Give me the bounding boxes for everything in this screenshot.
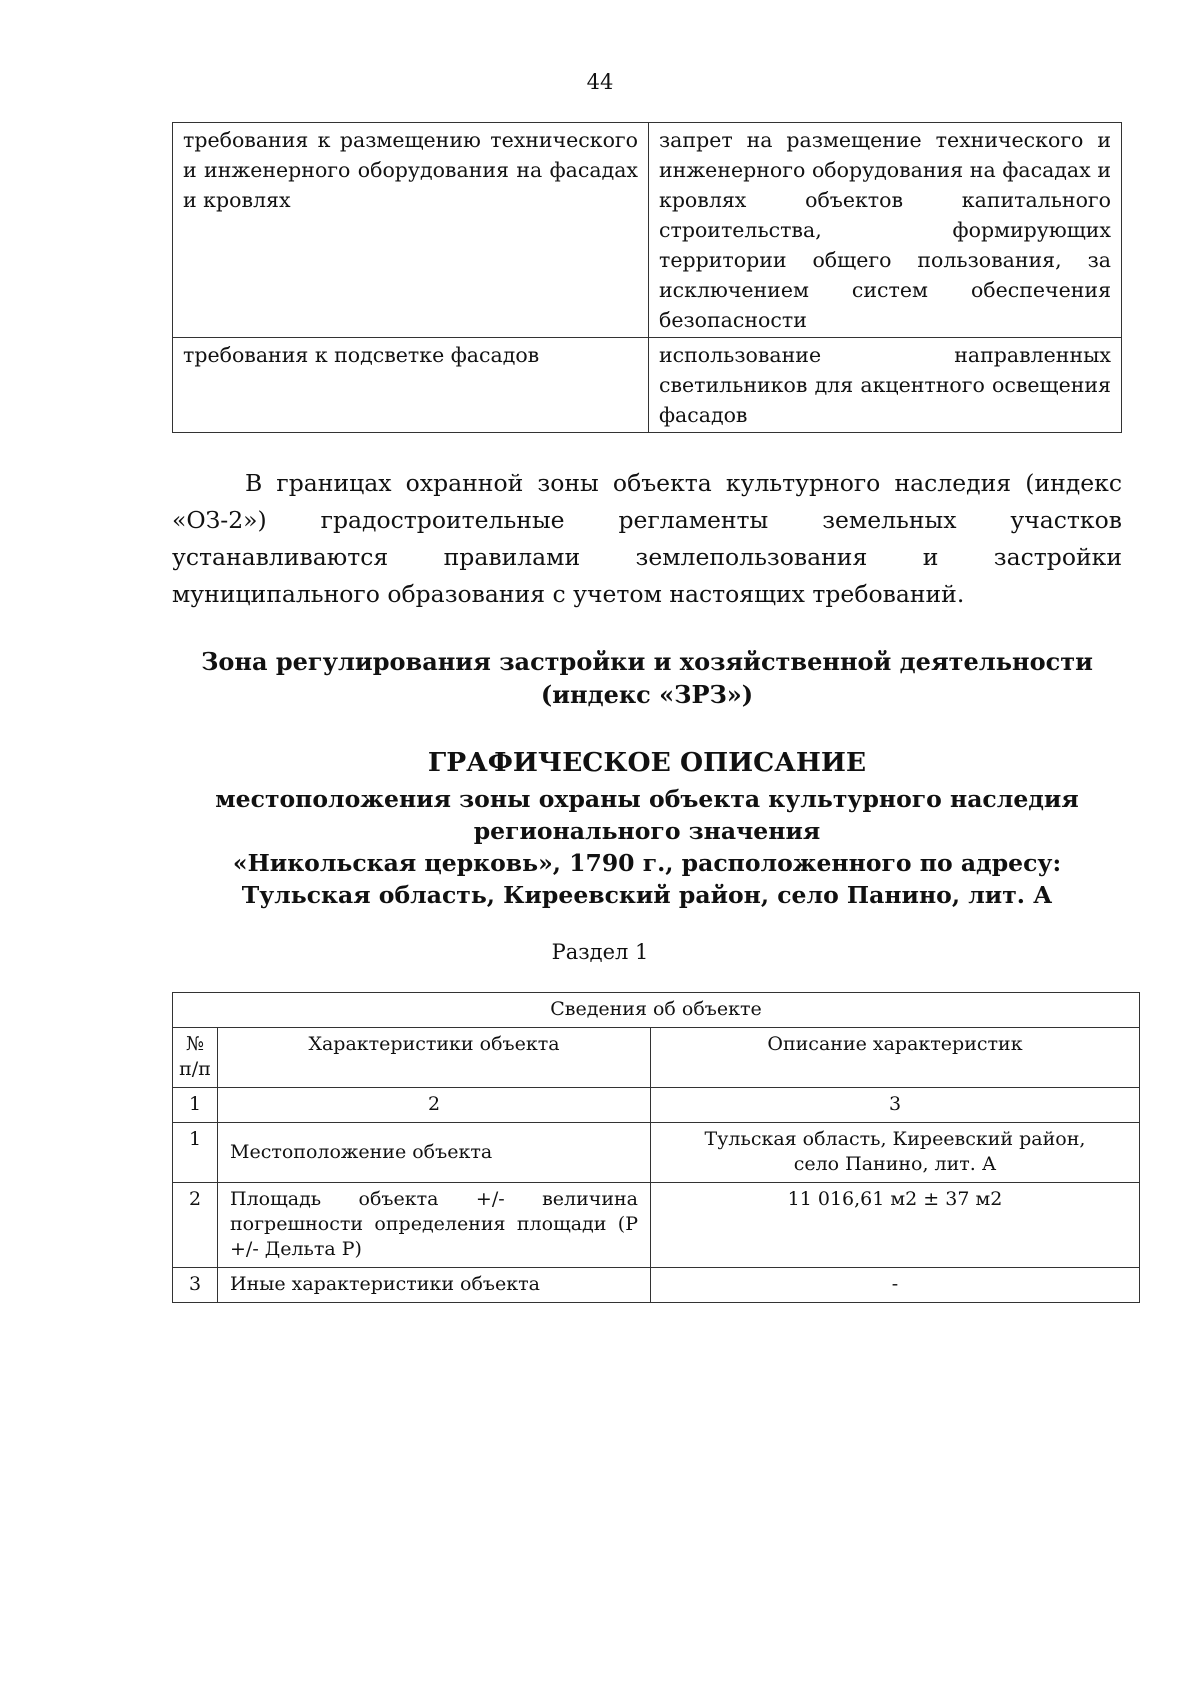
description-line: село Панино, лит. А (793, 1153, 997, 1175)
column-number: 3 (651, 1088, 1140, 1123)
zone-title-line: Зона регулирования застройки и хозяйственной деятельности (201, 647, 1093, 676)
characteristic-cell: Иные характеристики объекта (218, 1268, 651, 1303)
requirement-cell: требования к подсветке фасадов (173, 338, 649, 433)
subtitle-line: местоположения зоны охраны объекта культурного наследия (215, 785, 1079, 813)
requirement-value-cell: использование направленных светильников для акцентного освещения фасадов (649, 338, 1122, 433)
section-label: Раздел 1 (551, 940, 649, 964)
characteristic-cell: Площадь объекта +/- величина погрешности определения площади (Р +/- Дельта Р) (218, 1183, 651, 1268)
table-header-row (173, 1028, 1140, 1088)
characteristic-cell: Местоположение объекта (218, 1123, 651, 1183)
table-row (173, 1183, 1140, 1268)
requirements-table (172, 122, 1122, 433)
zone-title-line: (индекс «ЗРЗ») (540, 680, 754, 709)
row-number: 2 (173, 1183, 218, 1268)
description-cell (651, 1123, 1140, 1183)
header-characteristics: Характеристики объекта (218, 1028, 651, 1088)
subtitle-line: регионального значения (473, 817, 821, 845)
table-row (173, 1268, 1140, 1303)
graphic-description-subtitle (172, 783, 1122, 911)
graphic-description-title: ГРАФИЧЕСКОЕ ОПИСАНИЕ (427, 747, 867, 778)
table-row (173, 1123, 1140, 1183)
description-cell: 11 016,61 м2 ± 37 м2 (651, 1183, 1140, 1268)
column-number: 1 (173, 1088, 218, 1123)
object-info-table (172, 992, 1140, 1303)
column-numbers-row (173, 1088, 1140, 1123)
header-num-line: № (186, 1033, 204, 1055)
table-row (173, 338, 1122, 433)
header-num-line: п/п (179, 1058, 211, 1080)
row-number: 1 (173, 1123, 218, 1183)
page-number: 44 (586, 70, 614, 94)
table-caption-row (173, 993, 1140, 1028)
table-row (173, 123, 1122, 338)
subtitle-line: Тульская область, Киреевский район, село Панино, лит. А (241, 881, 1053, 909)
zone-title (172, 645, 1122, 711)
requirement-cell: требования к размещению технического и инженерного оборудования на фасадах и кровлях (173, 123, 649, 338)
row-number: 3 (173, 1268, 218, 1303)
requirement-value-cell: запрет на размещение технического и инженерного оборудования на фасадах и кровлях объектов капитального строительства, формирующих территории общего пользования, за исключением систем обеспечения безопасности (649, 123, 1122, 338)
table-caption: Сведения об объекте (173, 993, 1140, 1028)
subtitle-line: «Никольская церковь», 1790 г., расположенного по адресу: (232, 849, 1062, 877)
header-num (173, 1028, 218, 1088)
description-cell: - (651, 1268, 1140, 1303)
header-description: Описание характеристик (651, 1028, 1140, 1088)
body-paragraph: В границах охранной зоны объекта культурного наследия (индекс «ОЗ-2») градостроительные регламенты земельных участков устанавливаются правилами землепользования и застройки муниципального образования с учетом настоящих требований. (172, 469, 1122, 608)
column-number: 2 (218, 1088, 651, 1123)
description-line: Тульская область, Киреевский район, (704, 1128, 1086, 1150)
